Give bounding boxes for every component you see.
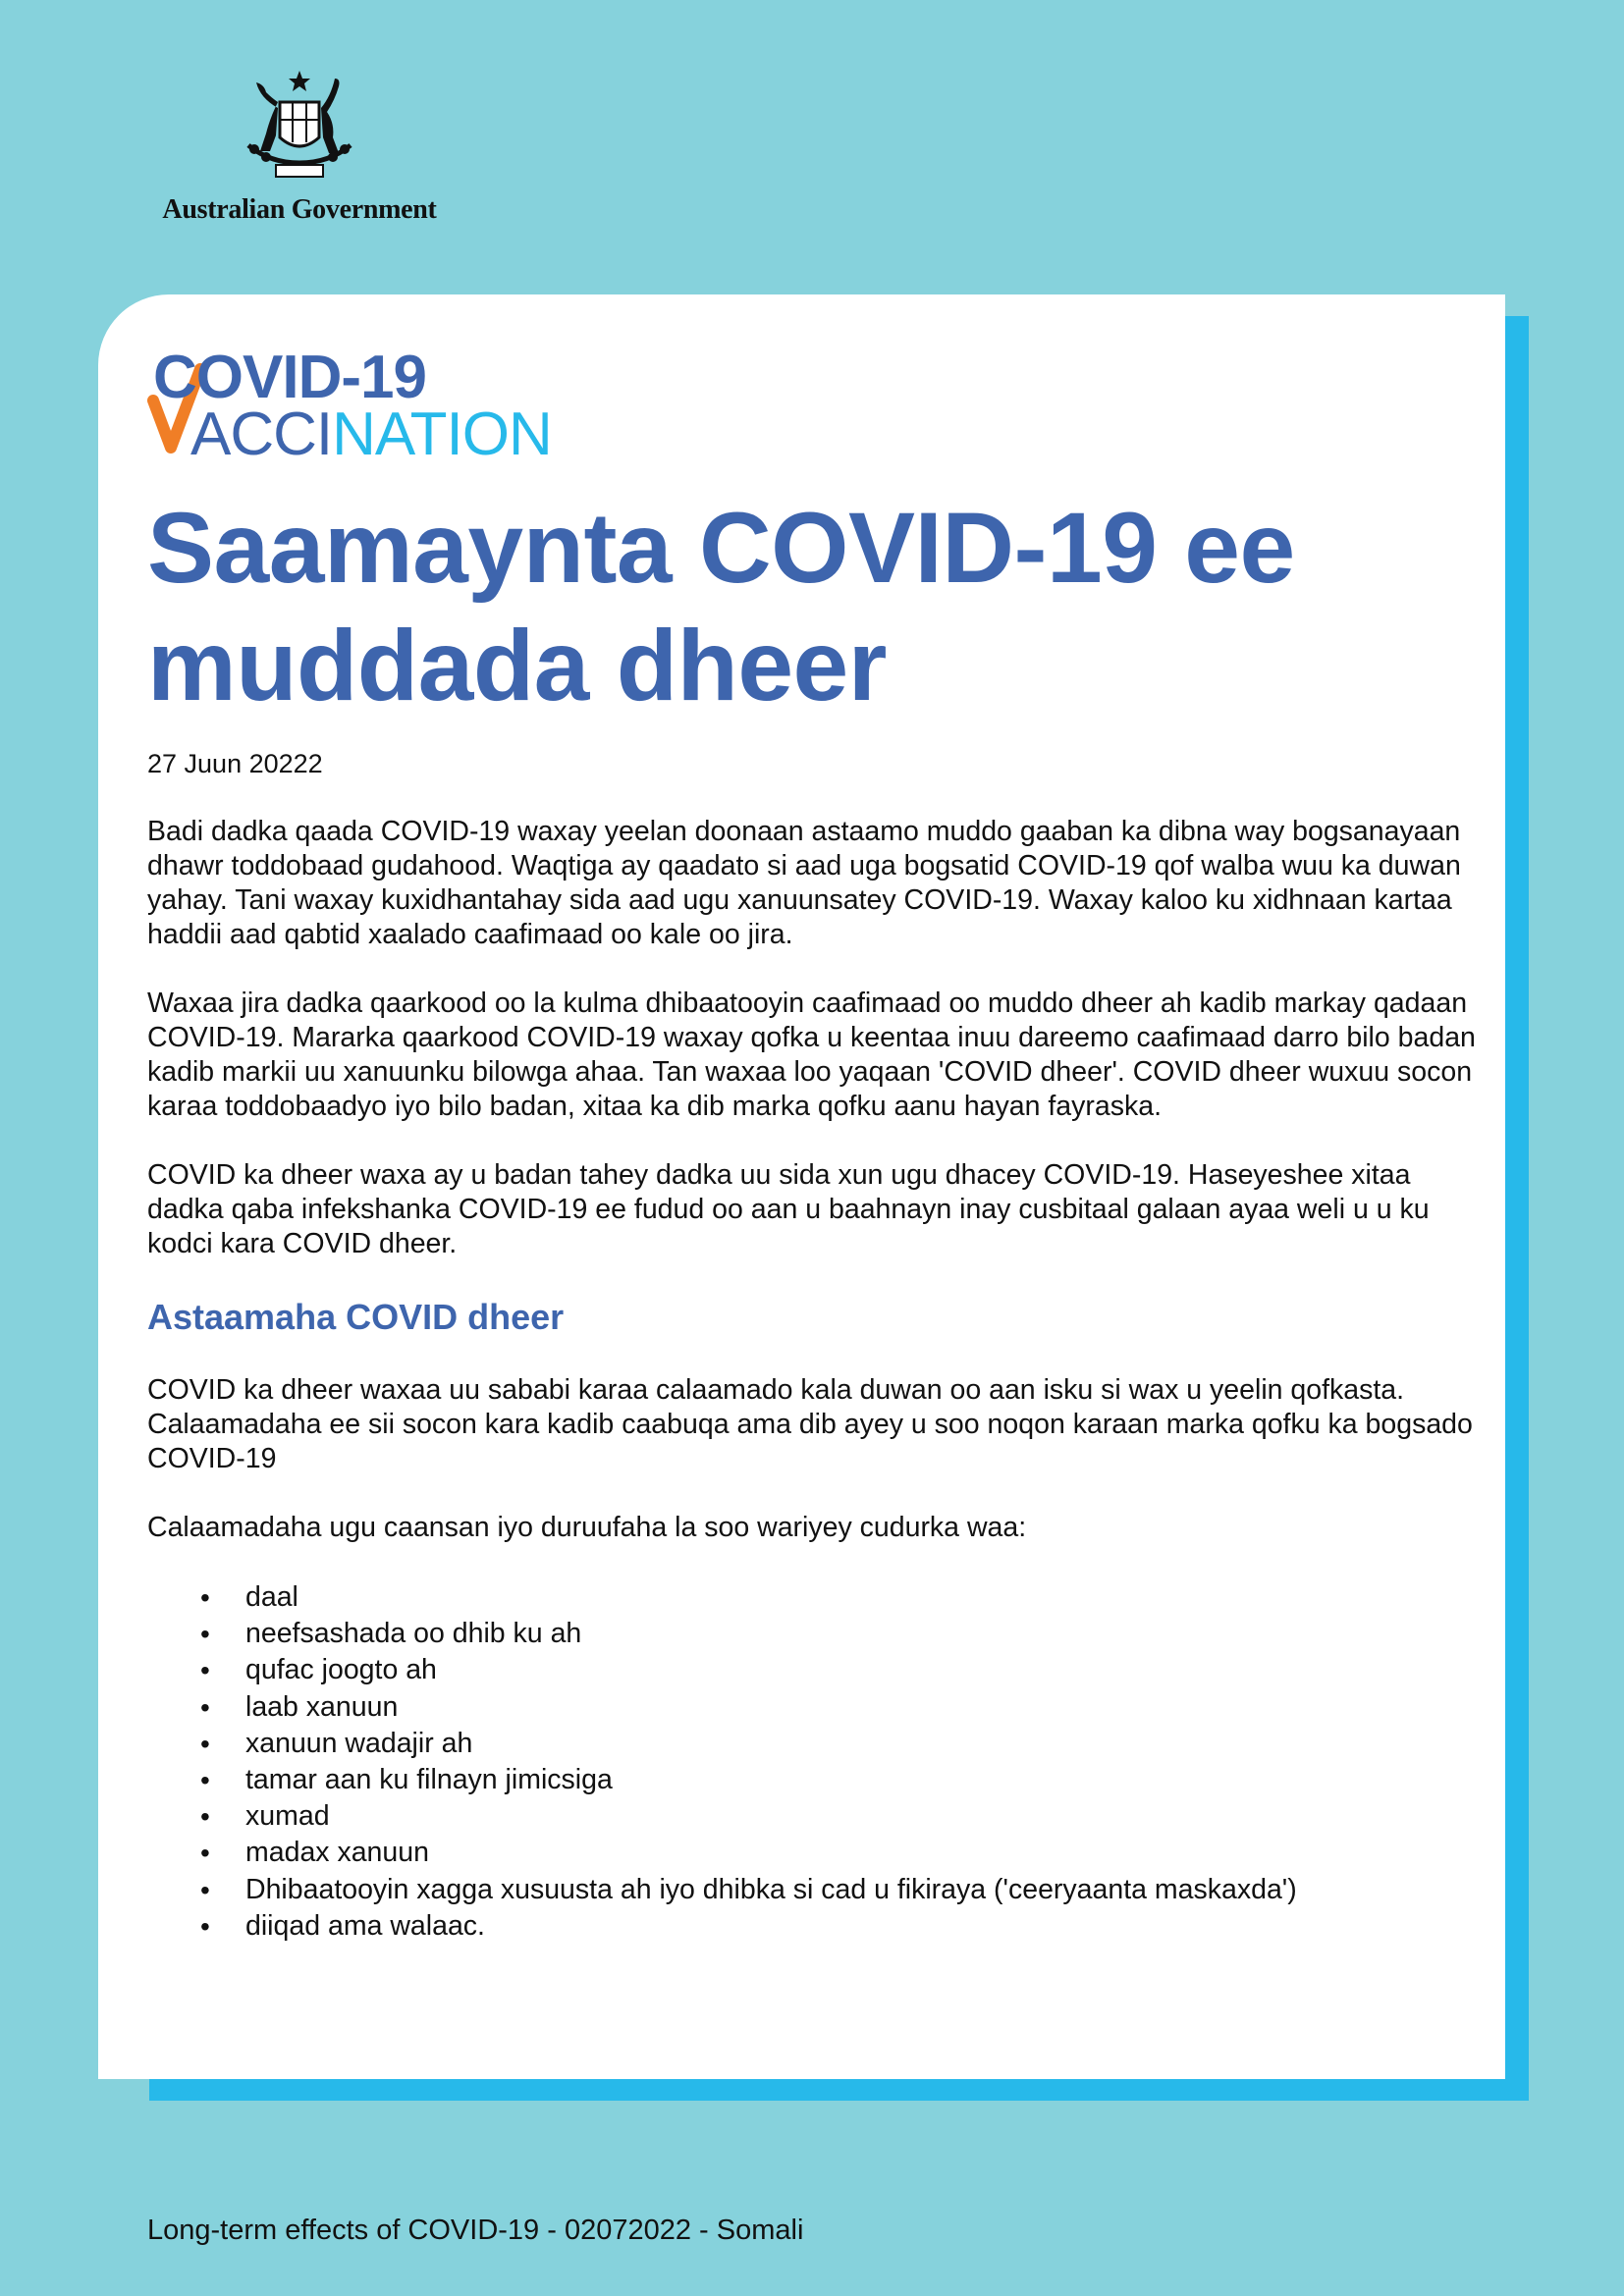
list-item: • neefsashada oo dhib ku ah: [147, 1616, 1483, 1652]
list-item: • daal: [147, 1579, 1483, 1616]
australian-government-crest: [147, 69, 452, 236]
list-item: • xumad: [147, 1798, 1483, 1835]
paragraph-long-covid: Waxaa jira dadka qaarkood oo la kulma dhibaatooyin caafimaad oo muddo dheer ah kadib markay qadaan COVID-19. Mararka qaarkood COVID-19 waxay qofka u keentaa inuu dareemo caafimaad darro bilo badan kadib markii uu xanuunku bilowga ahaa. Tan waxaa loo yaqaan 'COVID dheer'. COVID dheer wuxuu socon karaa toddobaadyo iyo bilo badan, xitaa ka dib marka qofku aanu hayan fayraska.: [147, 988, 1476, 1122]
document-date: 27 Juun 20222: [147, 749, 323, 778]
logo-vaccination-prefix: ACCI: [190, 400, 333, 468]
logo-covid-text: COVID-19: [153, 344, 426, 411]
logo-vaccination-suffix: NATION: [332, 400, 552, 468]
paragraph-severity: COVID ka dheer waxa ay u badan tahey dadka uu sida xun ugu dhacey COVID-19. Haseyeshee xitaa dadka qaba infekshanka COVID-19 ee fudud oo aan u baahnayn inay cusbitaal galaan ayaa weli u u ku kodci kara COVID dheer.: [147, 1159, 1430, 1259]
government-label: Australian Government: [162, 194, 437, 225]
list-item: • laab xanuun: [147, 1689, 1483, 1726]
paragraph-intro: Badi dadka qaada COVID-19 waxay yeelan doonaan astaamo muddo gaaban ka dibna way bogsanayaan dhawr toddobaad gudahood. Waqtiga ay qaadato si aad uga bogsatid COVID-19 qof walba wuu ka duwan yahay. Tani waxay kuxidhantahay sida aad ugu xanuunsatey COVID-19. Waxay kaloo ku xidhnaan kartaa haddii aad qabtid xaalado caafimaad oo kale oo jira.: [147, 816, 1461, 950]
paragraph-symptoms-intro: COVID ka dheer waxaa uu sababi karaa calaamado kala duwan oo aan isku si wax u yeelin qofkasta. Calaamadaha ee sii socon kara kadib caabuqa ama dib ayey u soo noqon karaan marka qofku ka bogsado COVID-19: [147, 1374, 1473, 1474]
document-body: [147, 815, 1483, 1945]
footer-text: Long-term effects of COVID-19 - 02072022 - Somali: [147, 2215, 804, 2246]
list-item: • madax xanuun: [147, 1835, 1483, 1871]
list-item: • Dhibaatooyin xagga xusuusta ah iyo dhibka si cad u fikiraya ('ceeryaanta maskaxda'): [147, 1872, 1483, 1908]
coat-of-arms-icon: [221, 69, 378, 187]
symptom-list: [147, 1579, 1483, 1945]
covid-vaccination-logo: [147, 344, 599, 471]
page-title: Saamaynta COVID-19 ee muddada dheer: [147, 492, 1295, 721]
list-item: • qufac joogto ah: [147, 1652, 1483, 1688]
section-heading: Astaamaha COVID dheer: [147, 1297, 565, 1337]
list-item: • diiqad ama walaac.: [147, 1908, 1483, 1945]
list-item: • tamar aan ku filnayn jimicsiga: [147, 1762, 1483, 1798]
logo-vaccination-text: [190, 400, 552, 469]
list-item: • xanuun wadajir ah: [147, 1726, 1483, 1762]
paragraph-symptoms-lead: Calaamadaha ugu caansan iyo duruufaha la soo wariyey cudurka waa:: [147, 1512, 1027, 1543]
